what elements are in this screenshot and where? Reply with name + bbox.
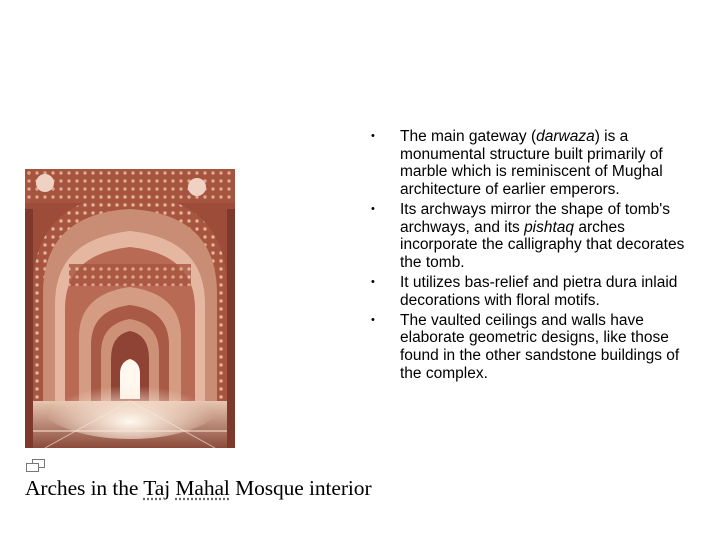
bullet-item [370, 274, 690, 309]
bullet-text: It utilizes bas-relief and pietra dura inlaid decorations with floral motifs. [400, 273, 678, 309]
bullet-item [370, 201, 690, 271]
bullet-text: The main gateway ( [400, 128, 537, 145]
bullet-italic-term: darwaza [536, 128, 595, 145]
bullet-text: The vaulted ceilings and walls have elaborate geometric designs, like those found in the other sandstone buildings of the complex. [400, 311, 680, 382]
caption-mahal: Mahal [175, 476, 230, 500]
bullet-italic-term: pishtaq [524, 218, 575, 236]
bullet-item [370, 312, 690, 382]
caption-text: Arches in the [25, 476, 144, 500]
arches-photo [25, 169, 235, 448]
bullet-list [370, 128, 690, 385]
enlarge-icon[interactable] [26, 459, 46, 473]
caption-text-end: Mosque interior [229, 476, 372, 500]
bullet-text: Its archways mirror the shape of tomb's archways, and its [400, 200, 671, 236]
bullet-item [370, 128, 690, 198]
caption-taj: Taj [143, 476, 171, 500]
bullet-text: arches incorporate the calligraphy that decorates the tomb. [400, 218, 685, 271]
bullet-text: ) is a monumental structure built primarily of marble which is reminiscent of Mughal architecture of earlier emperors. [400, 128, 663, 198]
image-caption [25, 476, 372, 501]
